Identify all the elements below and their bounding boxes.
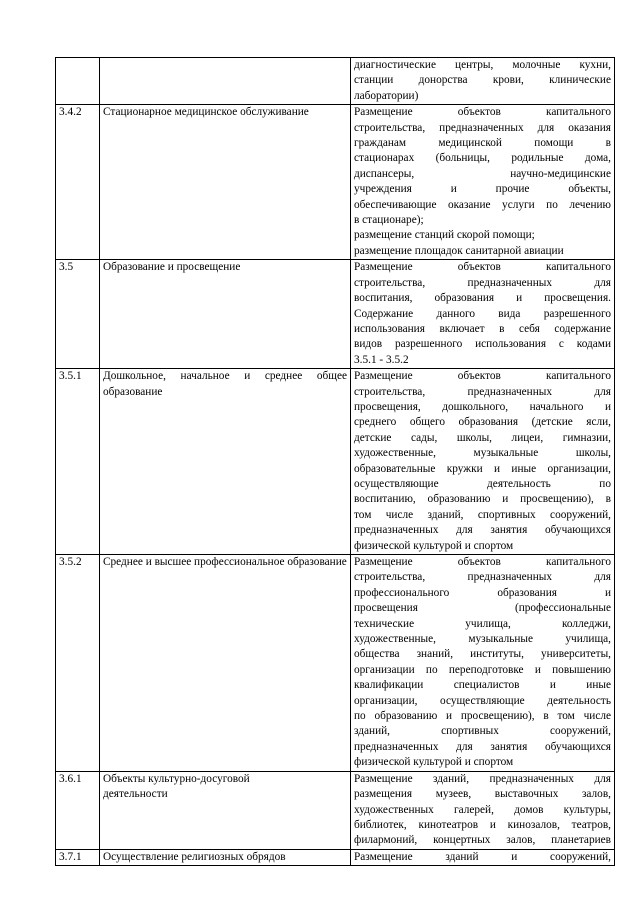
description-line: строительства, предназначенных для оказания bbox=[354, 121, 611, 134]
name-cell: Образование и просвещение bbox=[100, 260, 351, 369]
description-line: Размещение объектов капитального bbox=[354, 261, 611, 274]
description-line: диспансеры, научно-медицинские bbox=[354, 167, 611, 180]
code-cell: 3.5.2 bbox=[56, 555, 100, 772]
description-line: размещения музеев, выставочных залов, bbox=[354, 788, 611, 801]
table-row bbox=[56, 849, 615, 865]
description-cell bbox=[351, 105, 615, 260]
description-line: в стационаре); bbox=[354, 214, 424, 227]
description-line: том числе зданий, спортивных сооружений, bbox=[354, 508, 611, 521]
name-cell bbox=[100, 771, 351, 849]
description-line: квалификации специалистов и иные bbox=[354, 679, 611, 692]
table-row bbox=[56, 555, 615, 772]
description-line: строительства, предназначенных для bbox=[354, 385, 611, 398]
description-cell bbox=[351, 555, 615, 772]
description-line: диагностические центры, молочные кухни, bbox=[354, 59, 611, 71]
description-line: художественные, музыкальные училища, bbox=[354, 633, 611, 646]
description-line: зданий, спортивных сооружений, bbox=[354, 725, 611, 738]
description-line: строительства, предназначенных для bbox=[354, 276, 611, 289]
description-line: просвещения, дошкольного, начального и bbox=[354, 400, 611, 413]
description-line: станции донорства крови, клинические bbox=[354, 74, 611, 87]
description-line: образовательные кружки и иные организации, bbox=[354, 462, 611, 475]
table-row bbox=[56, 58, 615, 105]
table-row bbox=[56, 369, 615, 555]
name-cell: Дошкольное, начальное и среднее общее образование bbox=[100, 369, 351, 555]
description-line: организации по переподготовке и повышению bbox=[354, 663, 611, 676]
code-cell: 3.5.1 bbox=[56, 369, 100, 555]
description-cell bbox=[351, 369, 615, 555]
description-line: Содержание данного вида разрешенного bbox=[354, 307, 611, 320]
table-body bbox=[56, 58, 615, 866]
table-row bbox=[56, 260, 615, 369]
description-line: лаборатории) bbox=[354, 89, 419, 102]
description-line: филармоний, концертных залов, планетариев bbox=[354, 834, 611, 847]
description-line: строительства, предназначенных для bbox=[354, 571, 611, 584]
code-cell bbox=[56, 58, 100, 105]
description-cell bbox=[351, 58, 615, 105]
description-line: предназначенных для занятия обучающихся bbox=[354, 740, 611, 753]
description-cell bbox=[351, 849, 615, 865]
description-line: физической культурой и спортом bbox=[354, 756, 514, 769]
name-cell: Осуществление религиозных обрядов bbox=[100, 849, 351, 865]
description-line: общества знаний, институты, университеты, bbox=[354, 648, 611, 661]
code-cell: 3.5 bbox=[56, 260, 100, 369]
description-line: обеспечивающие оказание услуги по лечению bbox=[354, 198, 611, 211]
description-line: профессионального образования и bbox=[354, 586, 611, 599]
description-line: технические училища, колледжи, bbox=[354, 617, 611, 630]
description-line: Размещение зданий, предназначенных для bbox=[354, 772, 611, 785]
table-row bbox=[56, 105, 615, 260]
description-line: воспитанию, образованию и просвещению), в bbox=[354, 493, 611, 506]
description-line: гражданам медицинской помощи в bbox=[354, 137, 611, 150]
name-cell: Стационарное медицинское обслуживание bbox=[100, 105, 351, 260]
description-line: детские сады, школы, лицеи, гимназии, bbox=[354, 431, 611, 444]
description-line: Размещение объектов капитального bbox=[354, 370, 611, 383]
description-line: размещение площадок санитарной авиации bbox=[354, 244, 564, 257]
description-line: художественных галерей, домов культуры, bbox=[354, 803, 611, 816]
name-cell: Среднее и высшее профессиональное образование bbox=[100, 555, 351, 772]
description-line: организации, осуществляющие деятельность bbox=[354, 694, 611, 707]
description-line: размещение станций скорой помощи; bbox=[354, 229, 535, 242]
description-cell bbox=[351, 771, 615, 849]
table-row bbox=[56, 771, 615, 849]
description-cell bbox=[351, 260, 615, 369]
code-cell: 3.4.2 bbox=[56, 105, 100, 260]
description-line: художественные, музыкальные школы, bbox=[354, 447, 611, 460]
description-line: Размещение объектов капитального bbox=[354, 106, 611, 119]
description-line: использования включает в себя содержание bbox=[354, 322, 611, 335]
name-line: Объекты культурно-досуговой bbox=[103, 772, 250, 785]
name-cell bbox=[100, 58, 351, 105]
description-line: Размещение объектов капитального bbox=[354, 556, 611, 568]
land-use-table bbox=[55, 57, 615, 866]
description-line: видов разрешенного использования с кодами bbox=[354, 338, 611, 351]
code-cell: 3.7.1 bbox=[56, 849, 100, 865]
description-line: по образованию и просвещению), в том числе bbox=[354, 710, 611, 723]
name-line: деятельности bbox=[103, 788, 168, 801]
description-line: стационарах (больницы, родильные дома, bbox=[354, 152, 611, 165]
description-line: просвещения (профессиональные bbox=[354, 602, 611, 615]
description-line: 3.5.1 - 3.5.2 bbox=[354, 353, 409, 366]
description-line: Размещение зданий и сооружений, bbox=[354, 850, 611, 863]
description-line: осуществляющие деятельность по bbox=[354, 477, 611, 490]
description-line: среднего общего образования (детские ясли, bbox=[354, 416, 611, 429]
code-cell: 3.6.1 bbox=[56, 771, 100, 849]
description-line: воспитания, образования и просвещения. bbox=[354, 292, 611, 305]
description-line: физической культурой и спортом bbox=[354, 539, 514, 552]
description-line: учреждения и прочие объекты, bbox=[354, 183, 611, 196]
description-line: библиотек, кинотеатров и кинозалов, театров, bbox=[354, 818, 611, 831]
description-line: предназначенных для занятия обучающихся bbox=[354, 524, 611, 537]
